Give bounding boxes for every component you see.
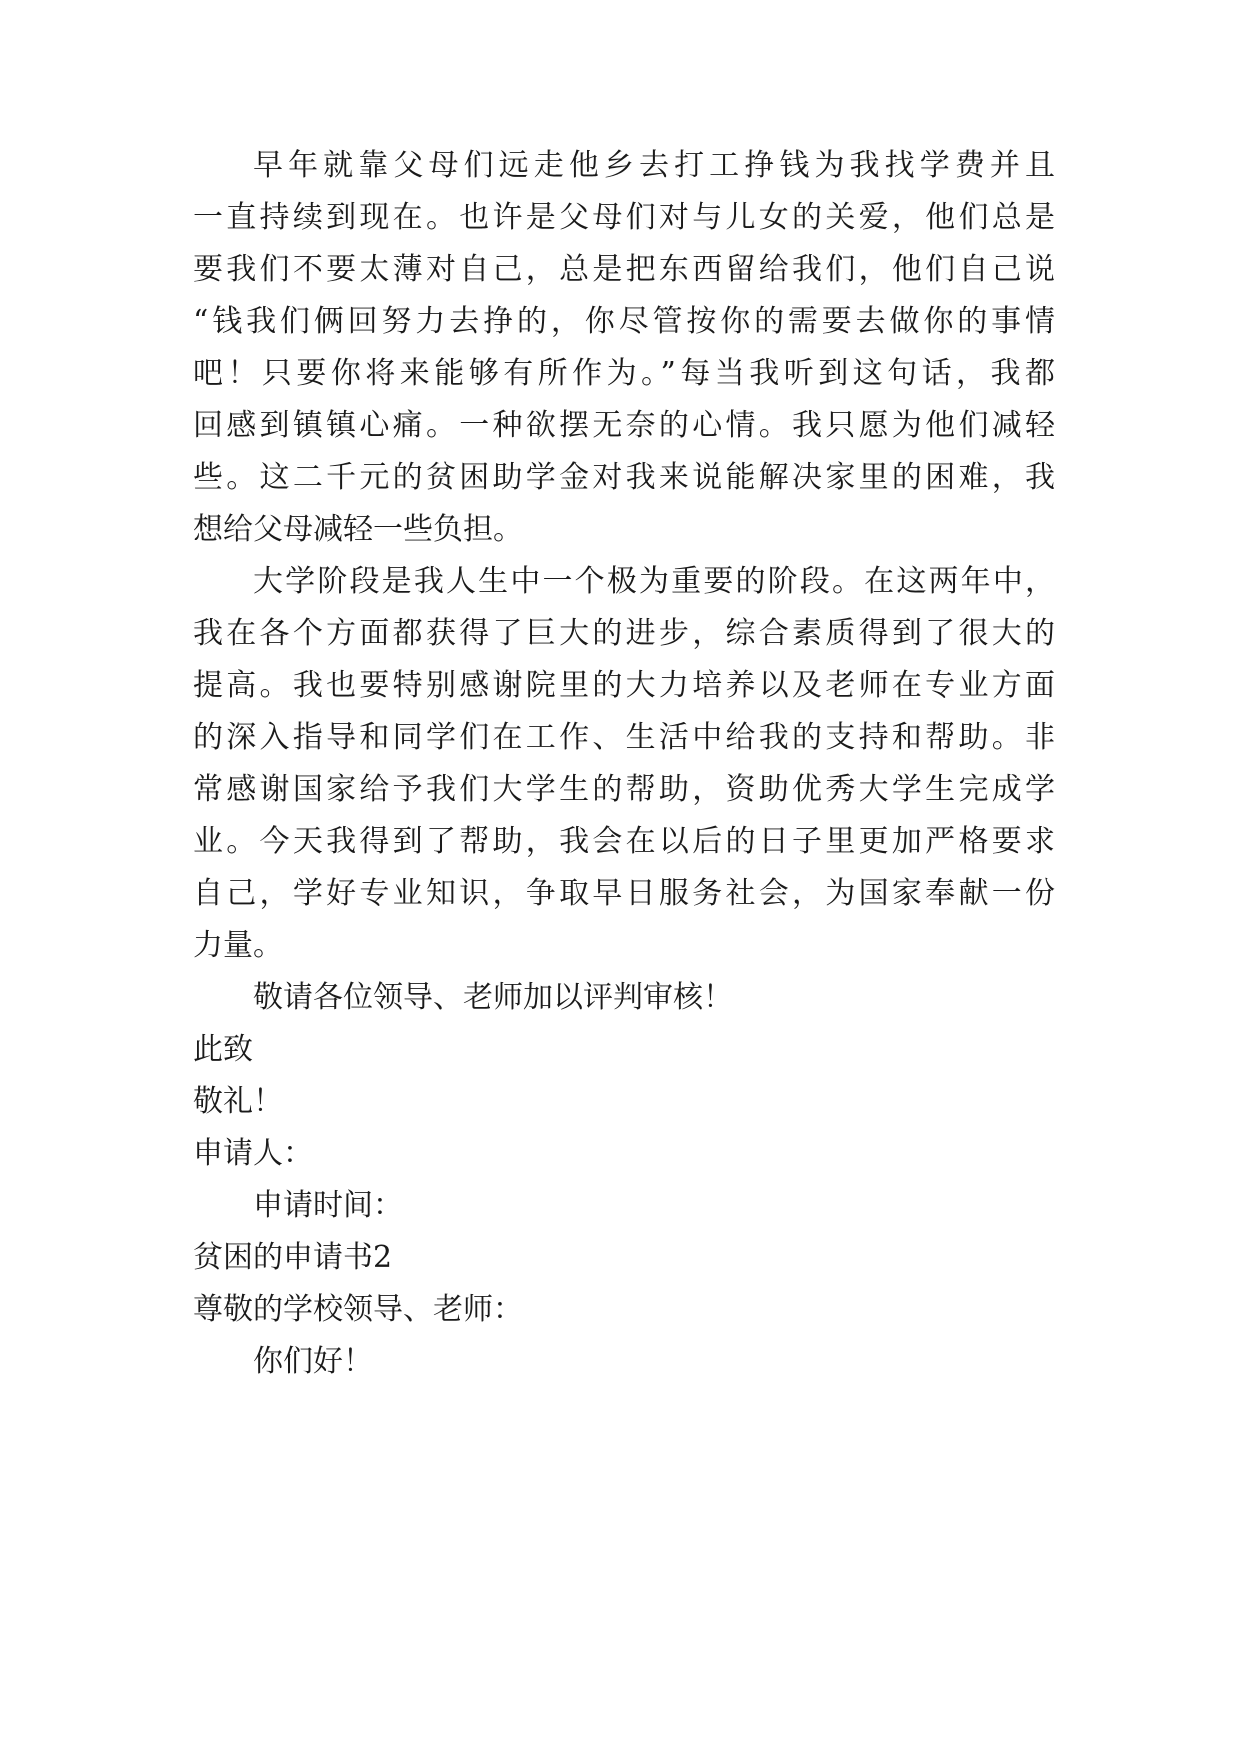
- salutation-line: 敬礼！: [193, 1084, 283, 1119]
- greeting-line: 你们好！: [253, 1344, 373, 1379]
- paragraph-line: 我在各个方面都获得了巨大的进步，综合素质得到了很大的: [193, 616, 1055, 651]
- paragraph-line: 常感谢国家给予我们大学生的帮助，资助优秀大学生完成学: [193, 772, 1055, 807]
- paragraph-line: 早年就靠父母们远走他乡去打工挣钱为我找学费并且: [253, 148, 1055, 183]
- paragraph-line: 想给父母减轻一些负担。: [193, 512, 523, 547]
- paragraph-line: “钱我们俩回努力去挣的，你尽管按你的需要去做你的事情: [193, 304, 1055, 339]
- paragraph-line: 提高。我也要特别感谢院里的大力培养以及老师在专业方面: [193, 668, 1055, 703]
- section-title: 贫困的申请书2: [193, 1240, 393, 1275]
- request-line: 敬请各位领导、老师加以评判审核！: [253, 980, 733, 1015]
- paragraph-line: 要我们不要太薄对自己，总是把东西留给我们，他们自己说: [193, 252, 1055, 287]
- closing-line: 此致: [193, 1032, 253, 1067]
- paragraph-line: 吧！只要你将来能够有所作为。”每当我听到这句话，我都: [193, 356, 1055, 391]
- paragraph-line: 些。这二千元的贫困助学金对我来说能解决家里的困难，我: [193, 460, 1055, 495]
- paragraph-line: 力量。: [193, 928, 283, 963]
- application-time-label: 申请时间：: [253, 1188, 403, 1223]
- paragraph-line: 的深入指导和同学们在工作、生活中给我的支持和帮助。非: [193, 720, 1055, 755]
- paragraph-line: 一直持续到现在。也许是父母们对与儿女的关爱，他们总是: [193, 200, 1055, 235]
- applicant-label: 申请人：: [193, 1136, 313, 1171]
- paragraph-line: 业。今天我得到了帮助，我会在以后的日子里更加严格要求: [193, 824, 1055, 859]
- paragraph-line: 回感到镇镇心痛。一种欲摆无奈的心情。我只愿为他们减轻: [193, 408, 1055, 443]
- paragraph-line: 大学阶段是我人生中一个极为重要的阶段。在这两年中，: [253, 564, 1055, 599]
- paragraph-line: 自己，学好专业知识，争取早日服务社会，为国家奉献一份: [193, 876, 1055, 911]
- greeting-recipient: 尊敬的学校领导、老师：: [193, 1292, 523, 1327]
